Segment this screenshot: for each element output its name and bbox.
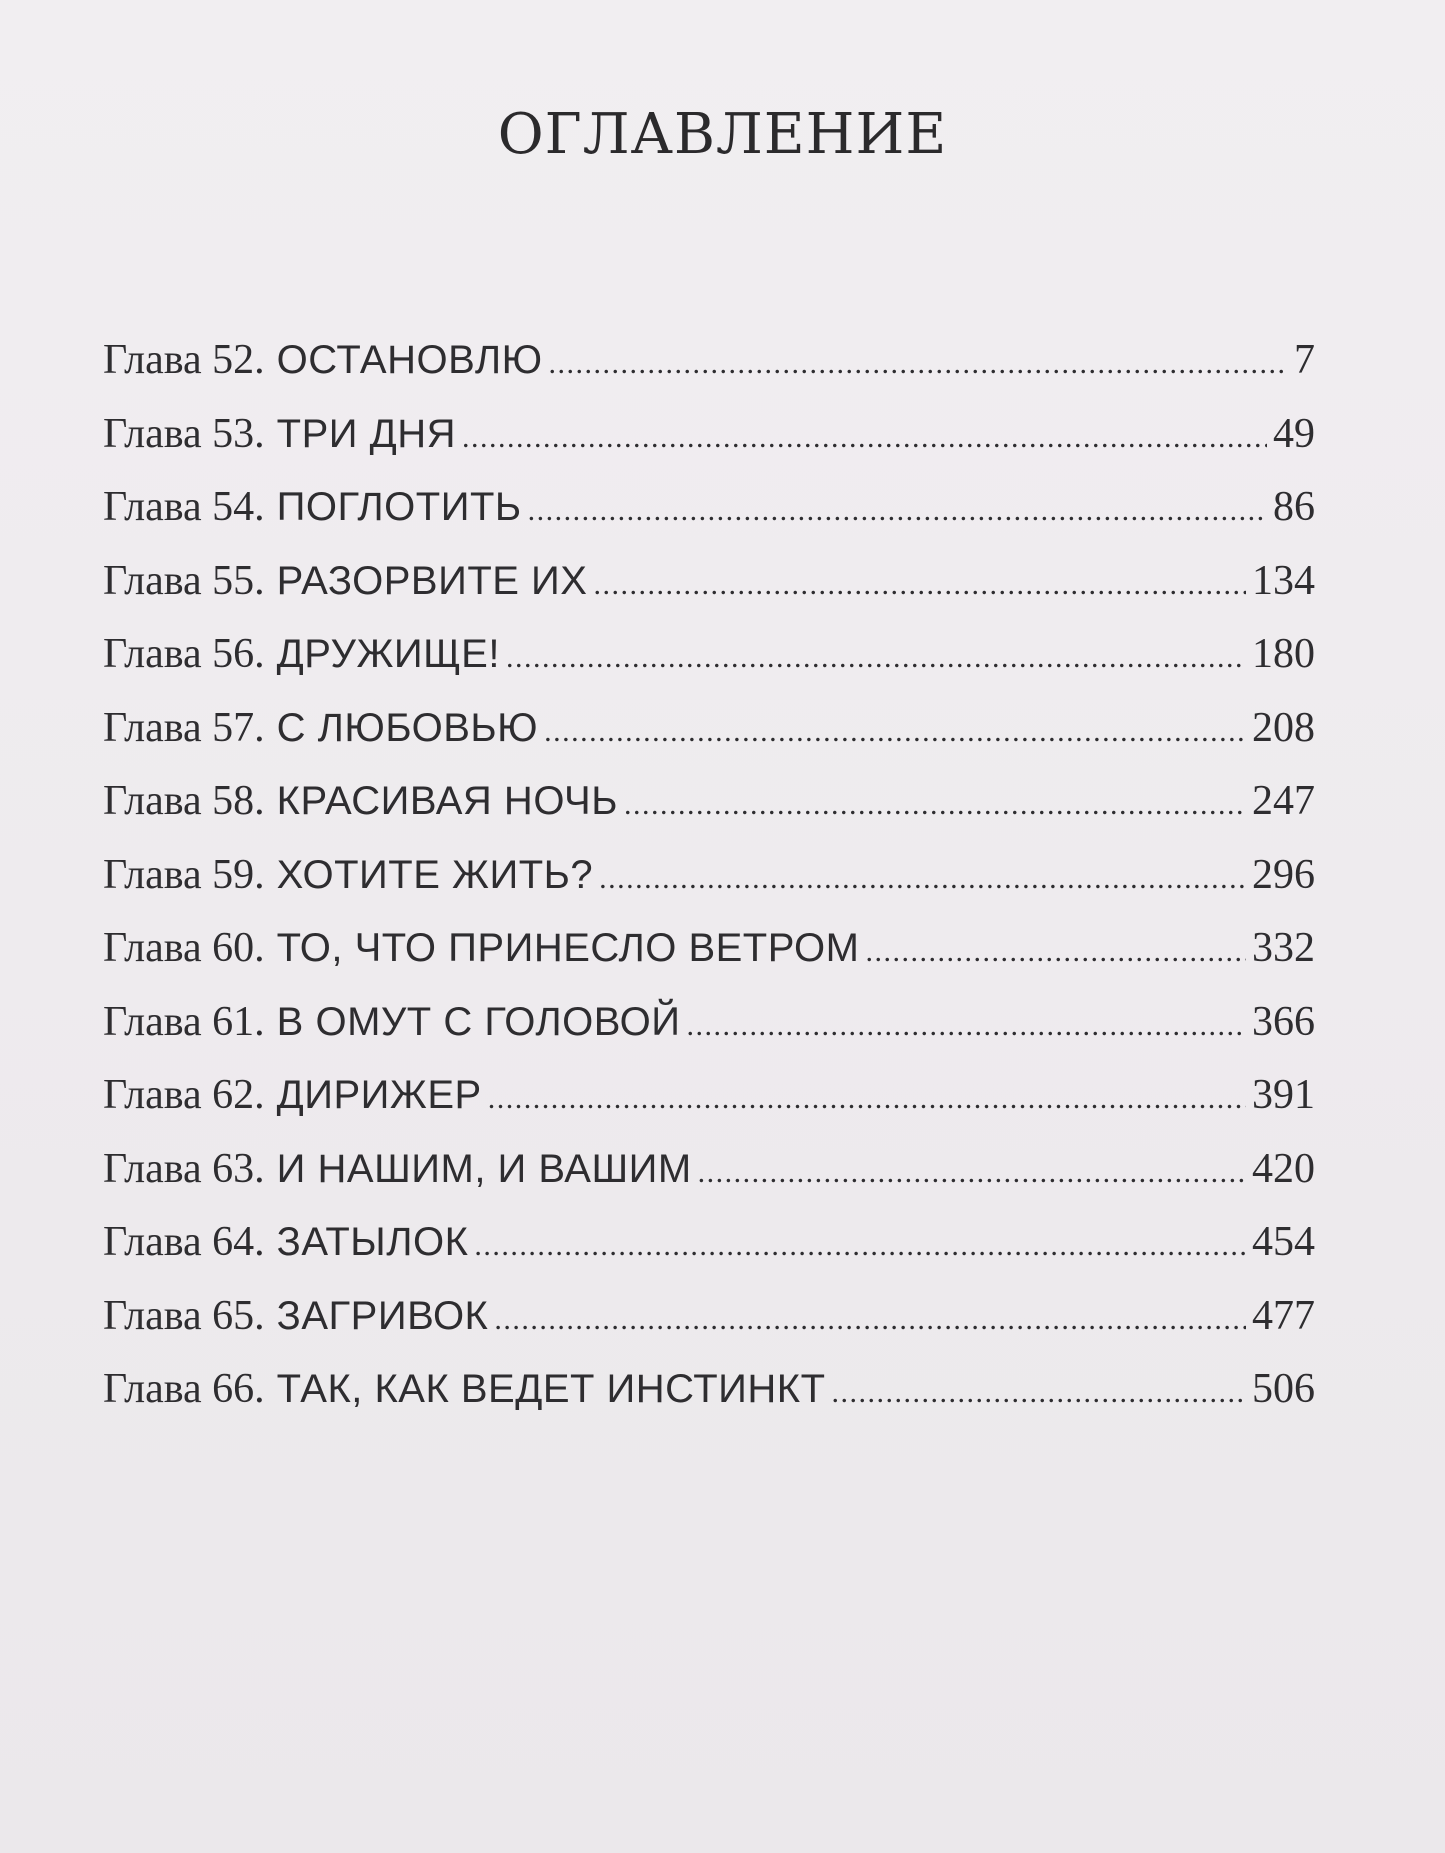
toc-chapter-number: Глава 54. (103, 484, 265, 530)
toc-entry (103, 918, 1315, 992)
toc-leader-dots (698, 1143, 1246, 1203)
toc-chapter-number: Глава 62. (103, 1072, 265, 1118)
toc-leader-dots (528, 481, 1267, 541)
toc-chapter-title: ТАК, КАК ВЕДЕТ ИНСТИНКТ (276, 1367, 826, 1411)
toc-chapter-title: ТРИ ДНЯ (276, 411, 456, 456)
toc-chapter-title: ЗАГРИВОК (276, 1293, 489, 1338)
toc-page-number: 506 (1252, 1366, 1315, 1412)
toc-entry (103, 477, 1315, 551)
toc-leader-dots (462, 408, 1267, 468)
toc-page-number: 391 (1252, 1072, 1315, 1118)
table-of-contents (103, 330, 1315, 1433)
toc-chapter-number: Глава 61. (103, 998, 265, 1045)
toc-chapter-title: ДРУЖИЩЕ! (276, 632, 500, 676)
toc-entry (103, 1359, 1315, 1433)
toc-entry (103, 1139, 1315, 1213)
toc-chapter-title: ПОГЛОТИТЬ (276, 485, 522, 529)
toc-entry (103, 624, 1315, 698)
toc-page-number: 477 (1252, 1292, 1315, 1339)
toc-chapter-number: Глава 66. (103, 1366, 265, 1412)
toc-leader-dots (488, 1069, 1246, 1129)
toc-page-number: 454 (1252, 1219, 1315, 1265)
toc-leader-dots (599, 849, 1246, 909)
toc-chapter-title: С ЛЮБОВЬЮ (276, 705, 539, 750)
toc-chapter-number: Глава 56. (103, 631, 265, 677)
toc-chapter-title: ДИРИЖЕР (276, 1073, 482, 1117)
toc-page-number: 208 (1252, 704, 1315, 751)
toc-chapter-title: И НАШИМ, И ВАШИМ (276, 1146, 692, 1191)
toc-chapter-title: В ОМУТ С ГОЛОВОЙ (276, 999, 681, 1044)
toc-chapter-number: Глава 53. (103, 410, 265, 457)
toc-chapter-title: ОСТАНОВЛЮ (276, 338, 543, 382)
toc-page-number: 247 (1252, 778, 1315, 824)
toc-chapter-title: ХОТИТЕ ЖИТЬ? (276, 852, 594, 897)
toc-page-number: 7 (1294, 337, 1315, 383)
toc-entry (103, 698, 1315, 772)
page-title: ОГЛАВЛЕНИЕ (497, 102, 948, 167)
toc-entry (103, 404, 1315, 478)
toc-entry (103, 1212, 1315, 1286)
toc-entry (103, 1065, 1315, 1139)
toc-page-number: 366 (1252, 998, 1315, 1045)
toc-entry (103, 845, 1315, 919)
toc-leader-dots (494, 1290, 1246, 1350)
toc-leader-dots (474, 1216, 1246, 1276)
toc-chapter-title: КРАСИВАЯ НОЧЬ (276, 779, 618, 823)
toc-page-number: 420 (1252, 1145, 1315, 1192)
toc-chapter-number: Глава 58. (103, 778, 265, 824)
toc-chapter-number: Глава 52. (103, 337, 265, 383)
toc-leader-dots (624, 775, 1246, 835)
toc-leader-dots (865, 922, 1246, 982)
toc-chapter-number: Глава 57. (103, 704, 265, 751)
toc-leader-dots (593, 555, 1246, 615)
toc-chapter-title: ТО, ЧТО ПРИНЕСЛО ВЕТРОМ (276, 926, 860, 970)
toc-entry (103, 1286, 1315, 1360)
toc-page-number: 49 (1273, 410, 1315, 457)
toc-leader-dots (549, 334, 1288, 394)
toc-page-number: 180 (1252, 631, 1315, 677)
toc-leader-dots (832, 1363, 1246, 1423)
toc-page-number: 332 (1252, 925, 1315, 971)
toc-chapter-title: ЗАТЫЛОК (276, 1220, 469, 1264)
toc-leader-dots (506, 628, 1246, 688)
toc-chapter-number: Глава 55. (103, 557, 265, 604)
toc-chapter-number: Глава 63. (103, 1145, 265, 1192)
toc-chapter-number: Глава 65. (103, 1292, 265, 1339)
toc-chapter-number: Глава 64. (103, 1219, 265, 1265)
toc-leader-dots (687, 996, 1247, 1056)
toc-leader-dots (544, 702, 1246, 762)
toc-page-number: 296 (1252, 851, 1315, 898)
toc-chapter-number: Глава 59. (103, 851, 265, 898)
toc-chapter-title: РАЗОРВИТЕ ИХ (276, 558, 588, 603)
toc-entry (103, 992, 1315, 1066)
toc-entry (103, 330, 1315, 404)
toc-page-number: 134 (1252, 557, 1315, 604)
toc-entry (103, 551, 1315, 625)
toc-chapter-number: Глава 60. (103, 925, 265, 971)
toc-entry (103, 771, 1315, 845)
toc-page-number: 86 (1273, 484, 1315, 530)
